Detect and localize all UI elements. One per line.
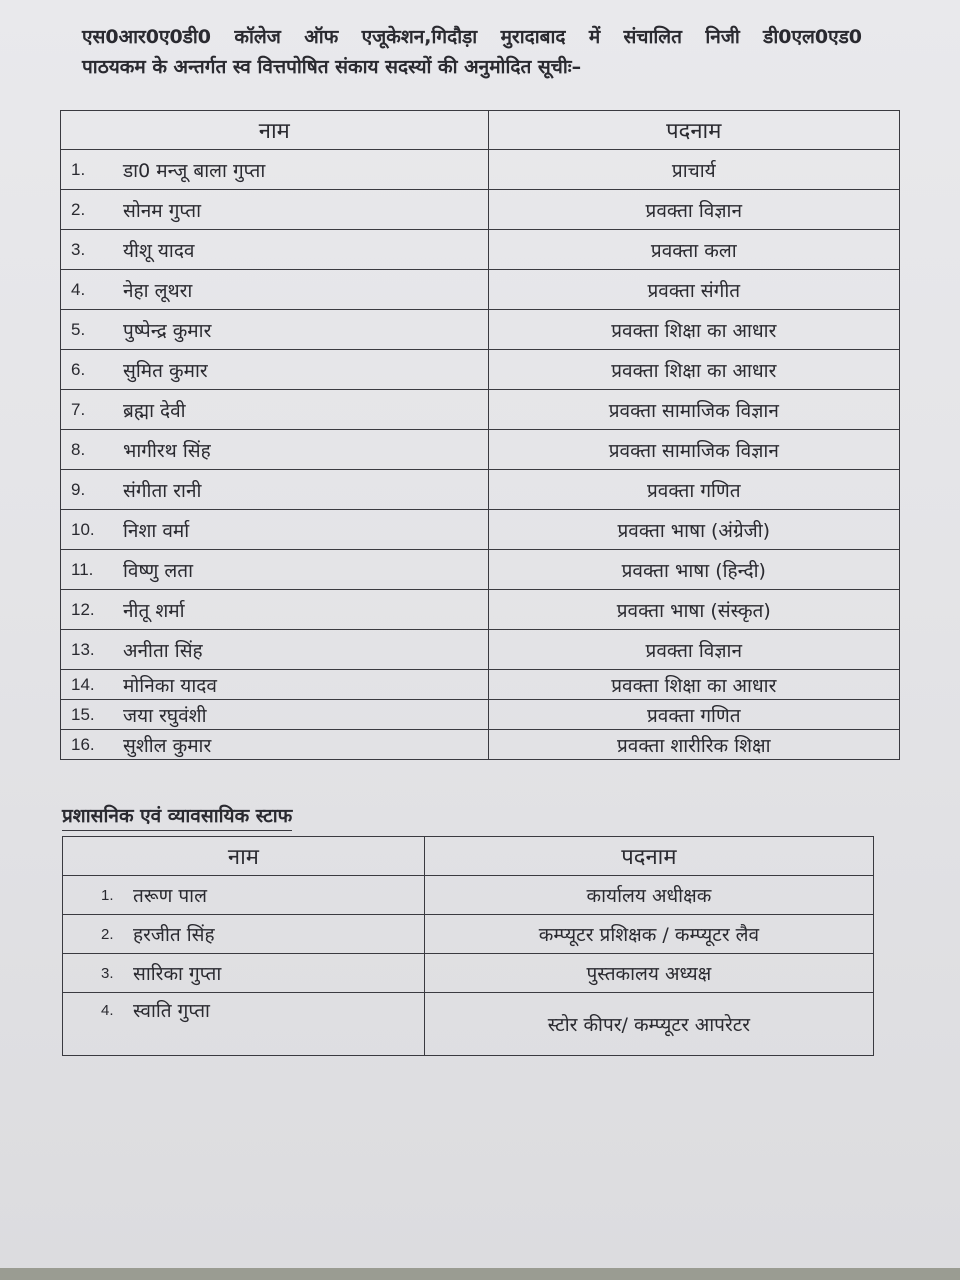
- name-cell: [63, 954, 425, 993]
- staff-col-designation-header: पदनाम: [424, 837, 873, 876]
- designation-cell: प्राचार्य: [488, 150, 899, 190]
- row-number: 3.: [101, 964, 114, 982]
- heading-line-1: एस0आर0ए0डी0 कॉलेज ऑफ एजूकेशन,गिदौड़ा मुरादाबाद में संचालित निजी डी0एल0एड0: [82, 26, 862, 48]
- row-number: 3.: [71, 239, 86, 259]
- row-number: 1.: [71, 159, 86, 179]
- designation-cell: प्रवक्ता सामाजिक विज्ञान: [488, 430, 899, 470]
- table-row: [61, 310, 900, 350]
- table-row: [61, 670, 900, 700]
- row-number: 16.: [71, 734, 95, 754]
- name-cell: [61, 470, 489, 510]
- faculty-header-row: [61, 111, 900, 150]
- person-name: सारिका गुप्ता: [133, 963, 222, 985]
- person-name: नेहा लूथरा: [123, 279, 193, 302]
- designation-cell: प्रवक्ता भाषा (हिन्दी): [488, 550, 899, 590]
- designation-cell: प्रवक्ता शारीरिक शिक्षा: [488, 730, 899, 760]
- person-name: जया रघुवंशी: [123, 704, 207, 727]
- row-number: 4.: [101, 1001, 114, 1019]
- name-cell: [61, 550, 489, 590]
- person-name: तरूण पाल: [133, 885, 207, 907]
- name-cell: [61, 510, 489, 550]
- name-cell: [63, 915, 425, 954]
- staff-section-title: प्रशासनिक एवं व्यावसायिक स्टाफ: [62, 802, 292, 831]
- row-number: 6.: [71, 359, 86, 379]
- designation-cell: प्रवक्ता भाषा (अंग्रेजी): [488, 510, 899, 550]
- table-row: [61, 190, 900, 230]
- designation-cell: प्रवक्ता सामाजिक विज्ञान: [488, 390, 899, 430]
- table-row: [61, 150, 900, 190]
- staff-col-name-header: नाम: [63, 837, 425, 876]
- row-number: 4.: [71, 279, 86, 299]
- table-row: [63, 876, 874, 915]
- person-name: स्वाति गुप्ता: [133, 1000, 210, 1022]
- row-number: 10.: [71, 519, 95, 539]
- name-cell: [61, 270, 489, 310]
- name-cell: [61, 700, 489, 730]
- row-number: 8.: [71, 439, 86, 459]
- person-name: डा0 मन्जू बाला गुप्ता: [123, 159, 266, 182]
- row-number: 15.: [71, 704, 95, 724]
- designation-cell: पुस्तकालय अध्यक्ष: [424, 954, 873, 993]
- person-name: पुष्पेन्द्र कुमार: [123, 319, 212, 342]
- designation-cell: प्रवक्ता विज्ञान: [488, 630, 899, 670]
- name-cell: [61, 150, 489, 190]
- person-name: नीतू शर्मा: [123, 599, 185, 622]
- row-number: 2.: [71, 199, 86, 219]
- name-cell: [61, 630, 489, 670]
- name-cell: [61, 390, 489, 430]
- table-row: [61, 470, 900, 510]
- faculty-table: [60, 110, 900, 760]
- person-name: विष्णु लता: [123, 559, 194, 582]
- person-name: सुशील कुमार: [123, 734, 212, 757]
- name-cell: [61, 730, 489, 760]
- table-row: [61, 510, 900, 550]
- row-number: 14.: [71, 674, 95, 694]
- person-name: संगीता रानी: [123, 479, 202, 502]
- staff-header-row: [63, 837, 874, 876]
- name-cell: [61, 670, 489, 700]
- page-bottom-edge: [0, 1268, 960, 1280]
- designation-cell: प्रवक्ता शिक्षा का आधार: [488, 670, 899, 700]
- designation-cell: प्रवक्ता गणित: [488, 700, 899, 730]
- table-row: [63, 954, 874, 993]
- person-name: मोनिका यादव: [123, 674, 217, 697]
- designation-cell: प्रवक्ता विज्ञान: [488, 190, 899, 230]
- table-row: [61, 630, 900, 670]
- designation-cell: कम्प्यूटर प्रशिक्षक / कम्प्यूटर लैव: [424, 915, 873, 954]
- table-row: [63, 915, 874, 954]
- table-row: [61, 350, 900, 390]
- row-number: 11.: [71, 559, 94, 579]
- person-name: निशा वर्मा: [123, 519, 190, 542]
- table-row: [63, 993, 874, 1056]
- person-name: सुमित कुमार: [123, 359, 208, 382]
- row-number: 5.: [71, 319, 86, 339]
- designation-cell: कार्यालय अधीक्षक: [424, 876, 873, 915]
- person-name: हरजीत सिंह: [133, 924, 215, 946]
- designation-cell: प्रवक्ता शिक्षा का आधार: [488, 350, 899, 390]
- table-row: [61, 590, 900, 630]
- table-row: [61, 230, 900, 270]
- row-number: 12.: [71, 599, 95, 619]
- row-number: 1.: [101, 886, 114, 904]
- designation-cell: प्रवक्ता कला: [488, 230, 899, 270]
- person-name: अनीता सिंह: [123, 639, 203, 662]
- faculty-col-name-header: नाम: [61, 111, 489, 150]
- table-row: [61, 550, 900, 590]
- person-name: भागीरथ सिंह: [123, 439, 211, 462]
- person-name: सोनम गुप्ता: [123, 199, 202, 222]
- name-cell: [63, 993, 425, 1056]
- table-row: [61, 730, 900, 760]
- table-row: [61, 270, 900, 310]
- name-cell: [61, 190, 489, 230]
- person-name: ब्रह्मा देवी: [123, 399, 186, 422]
- designation-cell: प्रवक्ता संगीत: [488, 270, 899, 310]
- faculty-col-designation-header: पदनाम: [488, 111, 899, 150]
- person-name: यीशू यादव: [123, 239, 195, 262]
- name-cell: [61, 230, 489, 270]
- name-cell: [63, 876, 425, 915]
- designation-cell: प्रवक्ता गणित: [488, 470, 899, 510]
- table-row: [61, 430, 900, 470]
- name-cell: [61, 590, 489, 630]
- row-number: 13.: [71, 639, 95, 659]
- designation-cell: प्रवक्ता शिक्षा का आधार: [488, 310, 899, 350]
- designation-cell: स्टोर कीपर/ कम्प्यूटर आपरेटर: [424, 993, 873, 1056]
- name-cell: [61, 310, 489, 350]
- row-number: 9.: [71, 479, 86, 499]
- table-row: [61, 700, 900, 730]
- name-cell: [61, 430, 489, 470]
- designation-cell: प्रवक्ता भाषा (संस्कृत): [488, 590, 899, 630]
- staff-table: [62, 836, 874, 1056]
- table-row: [61, 390, 900, 430]
- heading-line-2: पाठयकम के अन्तर्गत स्व वित्तपोषित संकाय सदस्यों की अनुमोदित सूचीः–: [82, 56, 582, 78]
- row-number: 7.: [71, 399, 86, 419]
- name-cell: [61, 350, 489, 390]
- document-heading: [82, 22, 862, 82]
- row-number: 2.: [101, 925, 114, 943]
